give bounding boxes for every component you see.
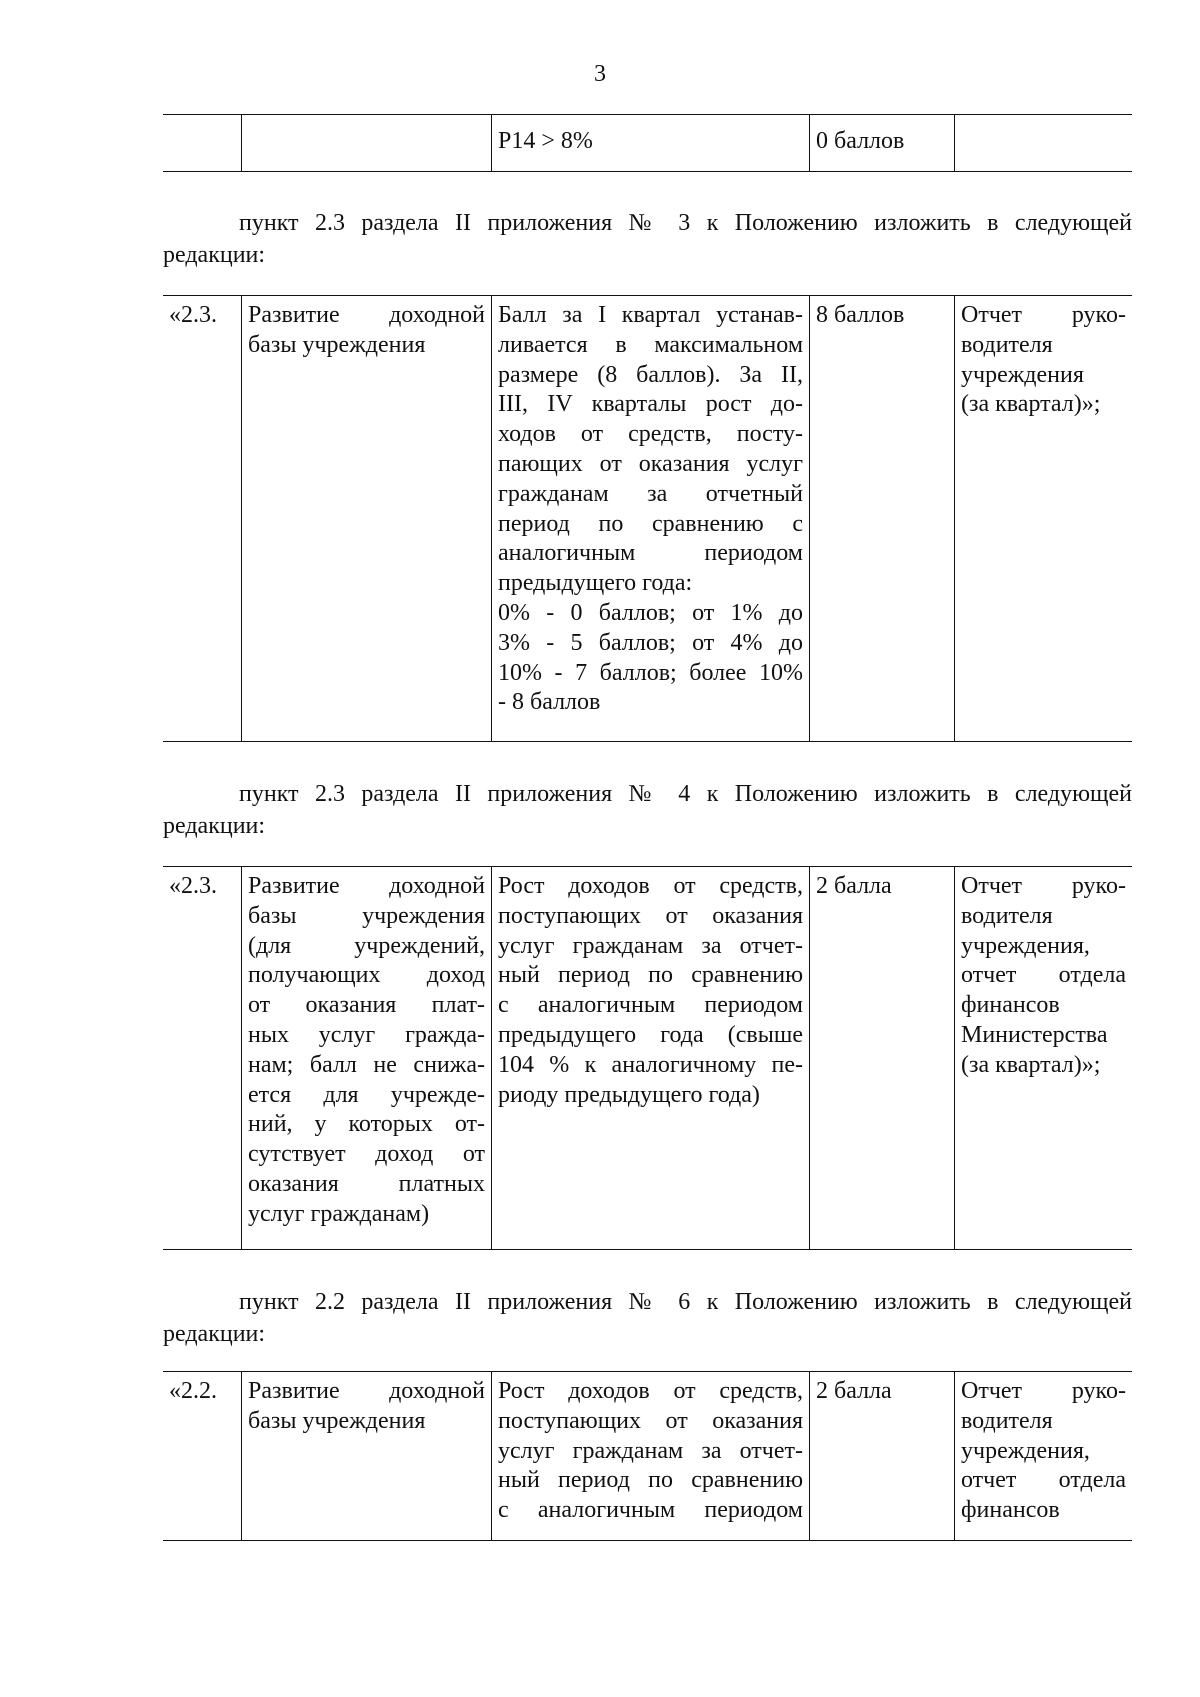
table-row — [163, 867, 1132, 1249]
paragraph-line: пункт 2.2 раздела II приложения № 6 к Положению изложить в следующей — [239, 1289, 1132, 1315]
cell-condition: Рост доходов от средств, поступающих от оказания услуг гражданам за отчет- ный период по сравнению с аналогичным периодом предыдущего года (свыше 104 % к аналогичному пе- риоду предыдущего года) — [491, 867, 809, 1249]
table-row — [163, 1372, 1132, 1540]
table-row — [163, 115, 1132, 171]
paragraph-line: редакции: — [163, 242, 266, 268]
cell-number — [163, 115, 241, 171]
cell-condition: Рост доходов от средств, поступающих от оказания услуг гражданам за отчет- ный период по сравнению с аналогичным периодом — [491, 1372, 809, 1540]
table-item-2-3-app3 — [163, 295, 1132, 742]
paragraph-2 — [163, 778, 1132, 842]
cell-criterion: Развитие доходной базы учреждения — [241, 1372, 491, 1540]
paragraph-line: пункт 2.3 раздела II приложения № 4 к Положению изложить в следующей — [239, 781, 1132, 807]
page-number: 3 — [594, 61, 606, 87]
paragraph-1 — [163, 207, 1132, 271]
cell-points: 2 балла — [809, 1372, 954, 1540]
table-row — [163, 296, 1132, 741]
cell-condition: Р14 > 8% — [491, 115, 809, 171]
cell-source: Отчет руко- водителя учреждения (за квартал)»; — [954, 296, 1132, 741]
cell-criterion: Развитие доходной базы учреждения — [241, 296, 491, 741]
cell-criterion — [241, 115, 491, 171]
cell-condition: Балл за I квартал устанав- ливается в максимальном размере (8 баллов). За II, III, IV кварталы рост до- ходов от средств, посту- пающих от оказания услуг гражданам за отчетный период по сравнению с аналогичным периодом предыдущего года: 0% - 0 баллов; от 1% до 3% - 5 баллов; от 4% до 10% - 7 баллов; более 10% - 8 баллов — [491, 296, 809, 741]
paragraph-line: редакции: — [163, 813, 266, 839]
cell-number: «2.2. — [169, 1378, 217, 1404]
cell-points: 0 баллов — [809, 115, 954, 171]
table-item-2-3-app4 — [163, 866, 1132, 1250]
paragraph-3 — [163, 1286, 1132, 1350]
cell-source: Отчет руко- водителя учреждения, отчет отдела финансов — [954, 1372, 1132, 1540]
paragraph-line: пункт 2.3 раздела II приложения № 3 к Положению изложить в следующей — [239, 210, 1132, 236]
cell-criterion: Развитие доходной базы учреждения (для учреждений, получающих доход от оказания плат- ных услуг гражда- нам; балл не снижа- ется для учрежде- ний, у которых от- сутствует доход от оказания платных услуг гражданам) — [241, 867, 491, 1249]
cell-source: Отчет руко- водителя учреждения, отчет отдела финансов Министерства (за квартал)»; — [954, 867, 1132, 1249]
cell-source — [954, 115, 1132, 171]
paragraph-line: редакции: — [163, 1321, 266, 1347]
cell-number: «2.3. — [169, 873, 217, 899]
table-item-2-2-app6 — [163, 1371, 1132, 1541]
table-top — [163, 114, 1132, 172]
cell-number: «2.3. — [169, 302, 217, 328]
cell-points: 2 балла — [809, 867, 954, 1249]
cell-points: 8 баллов — [809, 296, 954, 741]
